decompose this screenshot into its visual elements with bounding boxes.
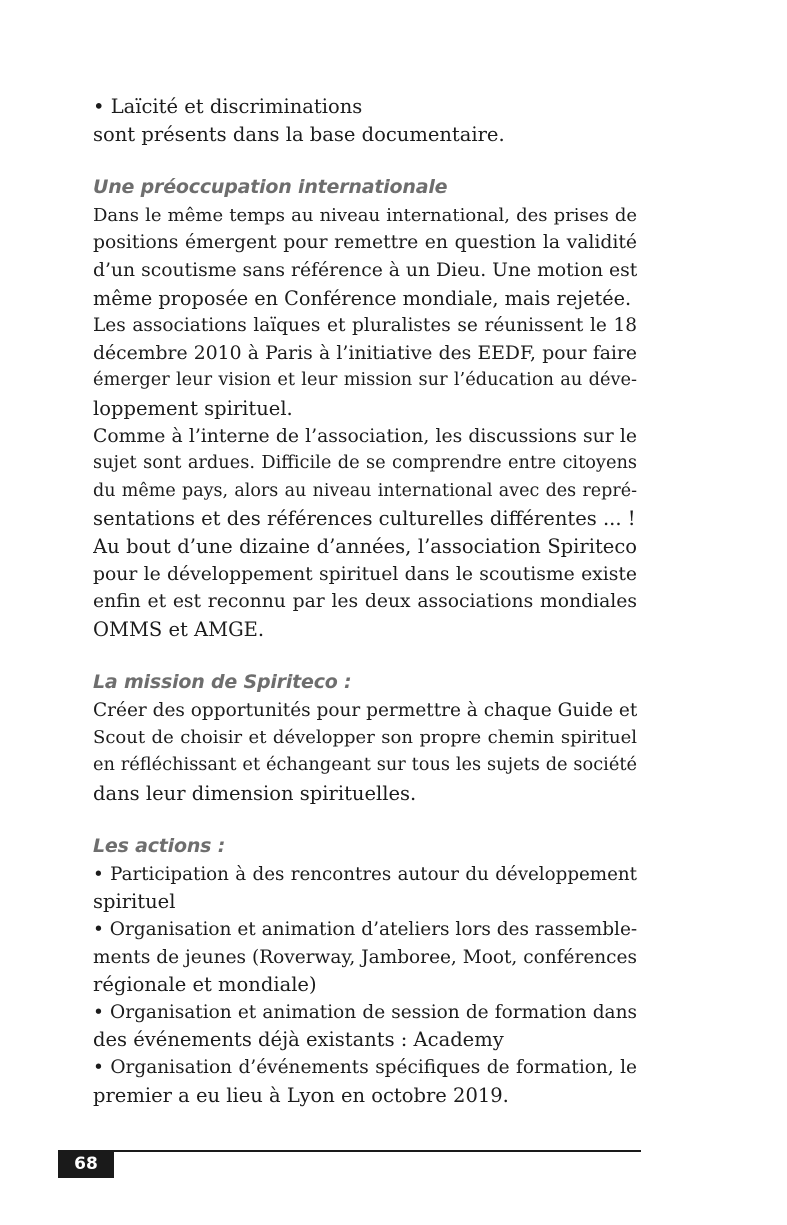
text-line: Comme à l’interne de l’association, les discussions sur le [93,425,637,447]
text-line: décembre 2010 à Paris à l’initiative des EEDF, pour faire [93,342,637,364]
text-line: du même pays, alors au niveau international avec des repré- [93,480,637,501]
bullet-line: • Participation à des rencontres autour du développement [93,863,637,885]
text-line: Scout de choisir et développer son propre chemin spirituel [93,727,637,749]
text-line: pour le développement spirituel dans le scoutisme existe [93,563,637,585]
text-line: des événements déjà existants : Academy [93,1028,504,1052]
text-line: spirituel [93,890,176,914]
section-heading-international: Une préoccupation internationale [93,176,448,199]
section-heading-actions: Les actions : [93,835,226,858]
section-gap [93,148,637,174]
text-line: émerger leur vision et leur mission sur l’éducation au déve- [93,370,637,391]
text-line: Les associations laïques et pluralistes se réunissent le 18 [93,315,637,337]
text-line: régionale et mondiale) [93,973,317,997]
section-gap [93,643,637,669]
bullet-line: • Organisation et animation d’ateliers lors des rassemble- [93,919,637,941]
text-line: OMMS et AMGE. [93,617,265,641]
bullet-line: • Laïcité et discriminations [93,95,363,118]
text-line: en réfléchissant et échangeant sur tous les sujets de société [93,755,637,776]
text-line: loppement spirituel. [93,396,293,420]
text-line: sont présents dans la base documentaire. [93,122,505,146]
page-number: 68 [58,1151,114,1178]
text-line: Dans le même temps au niveau international, des prises de [93,204,637,226]
text-line: sentations et des références culturelles différentes ... ! [93,507,636,531]
text-line: positions émergent pour remettre en question la validité [93,232,637,254]
text-line: enfin et est reconnu par les deux associations mondiales [93,591,637,613]
footer-rule [58,1150,641,1152]
text-line: sujet sont ardues. Difficile de se comprendre entre citoyens [93,453,637,474]
document-body [93,93,637,1109]
text-line: ments de jeunes (Roverway, Jamboree, Moot, conférences [93,946,637,968]
text-line: d’un scoutisme sans référence à un Dieu. Une motion est [93,259,637,281]
text-line: Au bout d’une dizaine d’années, l’association Spiriteco [93,534,637,558]
text-line: premier a eu lieu à Lyon en octobre 2019. [93,1083,509,1107]
bullet-line: • Organisation d’événements spécifiques de formation, le [93,1057,637,1078]
bullet-line: • Organisation et animation de session de formation dans [93,1001,637,1023]
section-heading-mission: La mission de Spiriteco : [93,671,352,694]
section-gap [93,807,637,833]
text-line: Créer des opportunités pour permettre à chaque Guide et [93,699,637,721]
text-line: dans leur dimension spirituelles. [93,781,417,805]
text-line: même proposée en Conférence mondiale, mais rejetée. [93,286,632,310]
